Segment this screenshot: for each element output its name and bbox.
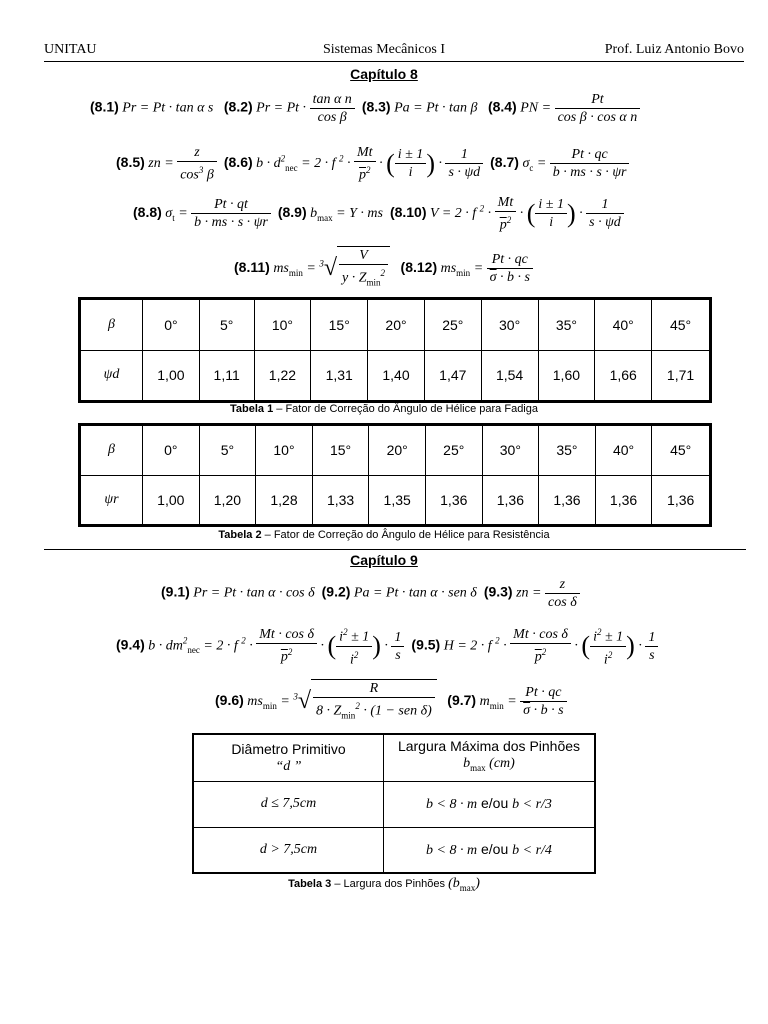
table-row — [193, 827, 595, 873]
eq-label: (8.2) — [223, 98, 253, 115]
radical — [311, 679, 437, 724]
table-cell: 1,28 — [256, 475, 313, 526]
header-course: Sistemas Mecânicos I — [322, 42, 446, 57]
fraction: $\frac{Mt}{\overline{p}^2}$ — [495, 194, 517, 234]
equations-8-11-to-8-12: (8.11) $ms_{min} = ^3√$ $\frac{V}{y \cdot Z_{min}^2}$ (8.12) $ms_{min}$ = $\frac{Pt \cdot qc}{\overline{\sigma} \cdot b \cdot s}$ — [234, 246, 533, 291]
formula: b < r/4 — [512, 842, 552, 858]
eq-label: (8.3) — [361, 98, 391, 115]
eq-label: (8.7) — [490, 154, 519, 171]
table-cell: 10° — [256, 425, 313, 476]
table-cell: d > 7,5cm — [193, 827, 384, 873]
section-divider — [44, 549, 746, 550]
table-cell — [384, 781, 596, 827]
table-cell: 15° — [312, 425, 369, 476]
table-row — [193, 781, 595, 827]
table-cell: 40° — [595, 299, 652, 351]
table-row-header: ψr — [80, 475, 143, 526]
table-cell: 25° — [425, 425, 482, 476]
fraction: $\frac{Pt}{\text{cos β · cos α n}}$ — [555, 91, 641, 126]
table-cell: 1,47 — [424, 350, 481, 402]
chapter-8-title: Capítulo 8 — [350, 66, 418, 82]
header-text: Largura Máxima dos Pinhões — [397, 738, 581, 755]
table-row-header: β — [80, 299, 143, 351]
table-cell: 1,60 — [538, 350, 595, 402]
fraction: $\frac{Pt \cdot qc}{b \cdot ms \cdot s \cdot \psi r}$ — [550, 146, 630, 181]
table-cell: 1,11 — [199, 350, 254, 402]
fraction: $\frac{\text{Mt · cos δ}}{\overline{p}^2}$ — [256, 626, 317, 666]
fraction: $\frac{z}{\text{cos δ}}$ — [545, 576, 580, 611]
table-cell: 1,36 — [652, 475, 711, 526]
table-cell: 0° — [143, 425, 200, 476]
table-cell: 40° — [595, 425, 652, 476]
fraction: $\frac{1}{s \cdot \psi d}$ — [586, 196, 624, 231]
table-cell: 1,36 — [425, 475, 482, 526]
table-cell: 30° — [481, 299, 538, 351]
fraction: $\frac{1}{s}$ — [391, 629, 404, 664]
table-cell: 1,00 — [143, 350, 200, 402]
caption-symbol: $(b_{max})$ — [448, 876, 480, 893]
eq-label: (9.7) — [447, 691, 477, 708]
eq-label: (9.2) — [321, 583, 351, 600]
table-cell: 1,31 — [311, 350, 368, 402]
table-cell: 15° — [311, 299, 368, 351]
equations-8-8-to-8-10: (8.8) $\sigma_t$ = $\frac{Pt \cdot qt}{b \cdot ms \cdot s \cdot \psi r}$ (8.9) $b_{max} = Y$ · ms (8.10) V = 2 · f $^2$ · $\frac{Mt}{\overline{p}^2}$ · ( $\frac{i \pm 1}{i}$ ) · $\frac{1}{s \cdot \psi d}$ — [133, 194, 624, 234]
caption-text: – Fator de Correção do Ângulo de Hélice para Resistência — [261, 529, 550, 541]
table-cell: 1,36 — [482, 475, 539, 526]
table-cell: 20° — [368, 299, 425, 351]
fraction: $\frac{i^2 \pm 1}{i^2}$ — [336, 624, 372, 668]
table-cell: 1,36 — [539, 475, 596, 526]
eq-label: (8.5) — [116, 154, 145, 171]
equations-8-5-to-8-7: (8.5) zn = $\frac{z}{\cos^3 \beta}$ (8.6) $b \cdot d^2_{nec} = 2 \cdot f$ $^2$ · $\frac{Mt}{\overline{p}^2}$ · ( $\frac{i \pm 1}{i}$ ) · $\frac{1}{s \cdot \psi d}$ (8.7) $\sigma_c$ = $\frac{Pt \cdot qc}{b \cdot ms \cdot s \cdot \psi r}$ — [116, 144, 629, 184]
formula: b < 8 · m — [426, 842, 478, 858]
formula: b < 8 · m — [426, 797, 478, 812]
table-2-resistance-correction — [78, 423, 712, 527]
table-cell: 1,20 — [199, 475, 256, 526]
caption-text: – Largura dos Pinhões — [331, 878, 449, 890]
table-cell: 35° — [539, 425, 596, 476]
eq-label: (8.1) — [90, 98, 119, 115]
fraction: $\frac{Pt \cdot qc}{\overline{\sigma} \cdot b \cdot s}$ — [520, 684, 566, 719]
table-cell: 35° — [538, 299, 595, 351]
header-rule — [44, 61, 744, 62]
header-institution: UNITAU — [44, 42, 97, 57]
table-cell: 1,54 — [481, 350, 538, 402]
formula: b < r/3 — [512, 797, 552, 812]
table-cell: 1,00 — [143, 475, 200, 526]
eq-label: (9.1) — [161, 583, 190, 600]
fraction: $\frac{i \pm 1}{i}$ — [535, 196, 567, 231]
chapter-9-title: Capítulo 9 — [350, 552, 418, 568]
eq-label: (9.5) — [411, 636, 441, 653]
table-cell: 5° — [199, 299, 254, 351]
table-cell: 45° — [652, 299, 711, 351]
fraction: $\frac{i^2 \pm 1}{i^2}$ — [590, 624, 626, 668]
header-symbol: “d ” — [275, 758, 302, 774]
table-cell: 1,66 — [595, 350, 652, 402]
table-3-pinion-width — [192, 733, 596, 874]
eq-label: (8.8) — [133, 204, 162, 221]
eq-label: (8.11) — [234, 258, 270, 275]
fraction: $\frac{Pt \cdot qc}{\overline{\sigma} \cdot b \cdot s}$ — [487, 251, 533, 286]
eq-label: (9.3) — [483, 583, 513, 600]
equations-9-6-to-9-7: (9.6) $ms_{min} = ^3√$ $\frac{R}{8 \cdot Z_{min}^2 \cdot (1 - sen \delta)}$ (9.7) $m_{min}$ = $\frac{Pt \cdot qc}{\overline{\sigma} \cdot b \cdot s}$ — [215, 679, 567, 724]
table-row-header: β — [80, 425, 143, 476]
table-cell: 1,36 — [595, 475, 652, 526]
table-cell: 1,35 — [369, 475, 426, 526]
table-cell: 1,71 — [652, 350, 711, 402]
table-cell: 45° — [652, 425, 711, 476]
eq-label: (8.6) — [223, 154, 253, 171]
table-row — [80, 350, 711, 402]
table-row — [80, 425, 711, 476]
table-row — [80, 475, 711, 526]
caption-label: Tabela 3 — [288, 878, 332, 890]
table-cell: 20° — [369, 425, 426, 476]
eq-label: (8.9) — [277, 204, 307, 221]
fraction: $\frac{1}{s}$ — [645, 629, 658, 664]
fraction: $\frac{z}{\cos^3 \beta}$ — [177, 144, 217, 184]
table-header-width — [384, 734, 596, 781]
fraction: $\frac{\text{Mt · cos δ}}{\overline{p}^2}$ — [510, 626, 571, 666]
equations-9-4-to-9-5: (9.4) $b \cdot dm^2_{nec} = 2 \cdot f$ $^2$ · $\frac{\text{Mt · cos δ}}{\overline{p}^2}$ · ( $\frac{i^2 \pm 1}{i^2}$ ) · $\frac{1}{s}$ (9.5) H = 2 · f $^2$ · $\frac{\text{Mt · cos δ}}{\overline{p}^2}$ · ( $\frac{i^2 \pm 1}{i^2}$ ) · $\frac{1}{s}$ — [116, 624, 658, 668]
eq-label: (9.4) — [116, 636, 145, 653]
caption-label: Tabela 2 — [218, 529, 262, 541]
caption-label: Tabela 1 — [230, 403, 274, 415]
table-row-header: ψd — [80, 350, 143, 402]
eq-label: (8.12) — [400, 258, 438, 275]
fraction: $\frac{Pt \cdot qt}{b \cdot ms \cdot s \cdot \psi r}$ — [191, 196, 271, 231]
header-author: Prof. Luiz Antonio Bovo — [604, 42, 744, 57]
table-cell: 5° — [199, 425, 256, 476]
table-cell: d ≤ 7,5cm — [193, 781, 384, 827]
table-row — [193, 734, 595, 781]
table-cell: 1,40 — [368, 350, 425, 402]
fraction: $\frac{V}{y \cdot Z_{min}^2}$ — [339, 247, 388, 291]
equations-8-1-to-8-4: (8.1) Pr = Pt · tan α s (8.2) Pr = Pt · $\frac{\text{tan α n}}{\text{cos β}}$ (8.3) Pa = Pt · tan β (8.4) PN = $\frac{Pt}{\text{cos β · cos α n}}$ — [90, 91, 640, 126]
fraction: $\frac{Mt}{\overline{p}^2}$ — [354, 144, 376, 184]
table-header-diameter — [193, 734, 384, 781]
eq-label: (8.10) — [389, 204, 427, 221]
table-3-caption — [0, 876, 768, 893]
table-2-caption — [0, 529, 768, 541]
table-cell: 25° — [424, 299, 481, 351]
caption-text: – Fator de Correção do Ângulo de Hélice para Fadiga — [273, 403, 538, 415]
fraction: $\frac{R}{8 \cdot Z_{min}^2 \cdot (1 - sen \delta)}$ — [313, 680, 435, 724]
table-cell: 10° — [254, 299, 311, 351]
table-1-caption — [0, 403, 768, 415]
conjunction: e/ou — [477, 795, 513, 811]
table-cell: 30° — [482, 425, 539, 476]
fraction: $\frac{i \pm 1}{i}$ — [395, 146, 427, 181]
header-symbol: $b_{max}$ (cm) — [463, 756, 515, 774]
fraction: $\frac{\text{tan α n}}{\text{cos β}}$ — [310, 91, 355, 126]
table-1-fatigue-correction — [78, 297, 712, 403]
equations-9-1-to-9-3: (9.1) Pr = Pt · tan α · cos δ (9.2) Pa = Pt · tan α · sen δ (9.3) zn = $\frac{z}{\text{cos δ}}$ — [161, 576, 580, 611]
table-row — [80, 299, 711, 351]
table-cell: 0° — [143, 299, 200, 351]
header-text: Diâmetro Primitivo — [231, 740, 346, 757]
table-cell: 1,22 — [254, 350, 311, 402]
eq-label: (8.4) — [487, 98, 517, 115]
table-cell: 1,33 — [312, 475, 369, 526]
radical — [337, 246, 390, 291]
conjunction: e/ou — [477, 840, 513, 857]
table-cell — [384, 827, 596, 873]
eq-label: (9.6) — [215, 691, 244, 708]
fraction: $\frac{1}{s \cdot \psi d}$ — [445, 146, 483, 181]
